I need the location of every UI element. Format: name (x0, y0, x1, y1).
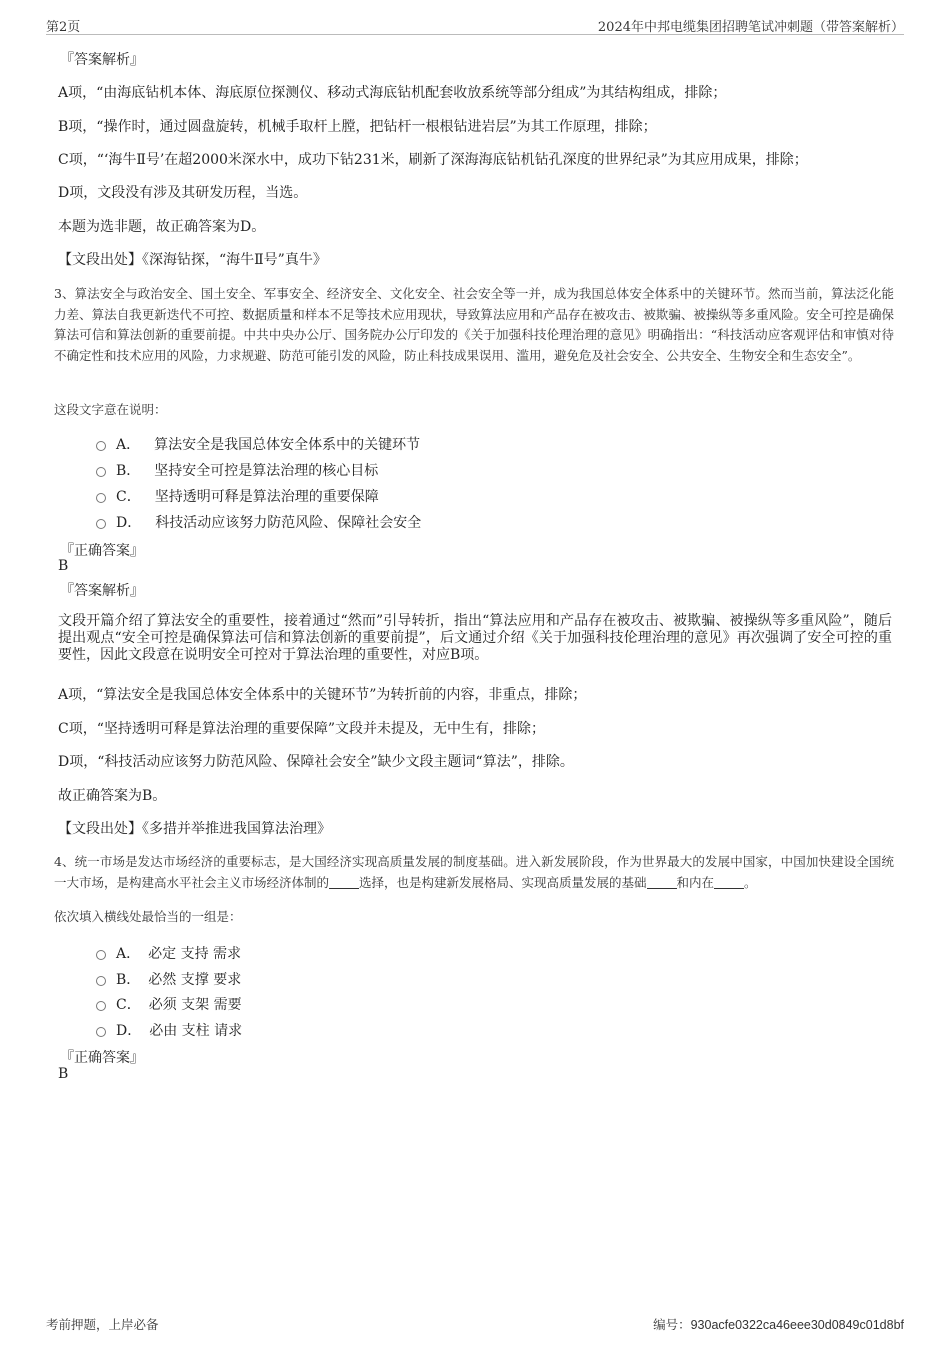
q4-question: 依次填入横线处最恰当的一组是： (54, 909, 242, 924)
q2-analysis-line: D项，文段没有涉及其研发历程，当选。 (58, 185, 308, 201)
q4-stem-part: 和内在 (676, 874, 715, 890)
q4-stem-part: 4、统一市场是发达市场经济的重要标志，是大国经济实现高质量发展的制度基础。进入新发展阶段，作为世界最大的发展中国家，中国加快建设全国统一大市场，是构建高水平社会主义市场经济体制的 (54, 854, 894, 890)
q4-answer: B (58, 1066, 69, 1082)
q4-stem (54, 852, 894, 893)
fill-blank (714, 876, 744, 889)
fill-blank (647, 876, 677, 889)
code-value: 930acfe0322ca46eee30d0849c01d8bf (690, 1318, 904, 1332)
q3-analysis-label: 『答案解析』 (60, 583, 144, 599)
radio-icon[interactable] (96, 976, 106, 986)
option-label: B． (116, 463, 141, 479)
option-label: A． (116, 437, 141, 453)
option-text: 必定 支持 需求 (148, 946, 242, 962)
q3-source: 【文段出处】《多措并举推进我国算法治理》 (58, 821, 331, 837)
option-text: 坚持安全可控是算法治理的核心目标 (154, 463, 379, 479)
q3-analysis-line: D项，“科技活动应该努力防范风险、保障社会安全”缺少文段主题词“算法”，排除。 (58, 754, 574, 770)
q2-analysis-line: C项，“‘海牛Ⅱ号’在超2000米深水中，成功下钻231米，刷新了深海海底钻机钻孔深度的世界纪录”为其应用成果，排除； (58, 152, 808, 168)
code-label: 编号： (653, 1317, 691, 1332)
option-text: 必须 支架 需要 (148, 997, 242, 1013)
option-label: D． (116, 1023, 142, 1039)
option-label: C． (116, 997, 141, 1013)
q3-option-a[interactable] (96, 434, 420, 454)
q4-option-a[interactable] (96, 943, 241, 963)
q4-stem-part: 选择，也是构建新发展格局、实现高质量发展的基础 (359, 874, 647, 890)
q3-option-b[interactable] (96, 460, 378, 480)
q4-stem-part: 。 (744, 874, 757, 890)
option-label: D． (116, 515, 142, 531)
q4-option-b[interactable] (96, 969, 241, 989)
radio-icon[interactable] (96, 441, 106, 451)
option-text: 坚持透明可释是算法治理的重要保障 (154, 489, 379, 505)
q3-analysis-line: A项，“算法安全是我国总体安全体系中的关键环节”为转折前的内容，非重点，排除； (58, 687, 587, 703)
q3-option-d[interactable] (96, 512, 421, 532)
radio-icon[interactable] (96, 493, 106, 503)
q3-option-c[interactable] (96, 486, 379, 506)
q3-stem: 3、算法安全与政治安全、国土安全、军事安全、经济安全、文化安全、社会安全等一并，成为我国总体安全体系中的关键环节。然而当前，算法泛化能力差、算法自我更新迭代不可控、数据质量和样本不足等技术应用现状，导致算法应用和产品存在被攻击、被欺骗、被操纵等多重风险。安全可控是确保算法可信和算法创新的重要前提。中共中央办公厅、国务院办公厅印发的《关于加强科技伦理治理的意见》明确指出：“科技活动应客观评估和审慎对待不确定性和技术应用的风险，力求规避、防范可能引发的风险，防止科技成果误用、滥用，避免危及社会安全、公共安全、生物安全和生态安全”。 (54, 286, 894, 363)
q2-conclusion: 本题为选非题，故正确答案为D。 (58, 219, 266, 235)
radio-icon[interactable] (96, 1027, 106, 1037)
q4-option-c[interactable] (96, 994, 242, 1014)
radio-icon[interactable] (96, 519, 106, 529)
footer-slogan: 考前押题，上岸必备 (46, 1317, 159, 1332)
q2-analysis-line: A项，“由海底钻机本体、海底原位探测仪、移动式海底钻机配套收放系统等部分组成”为其结构组成，排除； (58, 85, 727, 101)
radio-icon[interactable] (96, 1001, 106, 1011)
q2-source: 【文段出处】《深海钻探，“海牛Ⅱ号”真牛》 (58, 252, 327, 268)
q3-analysis-main: 文段开篇介绍了算法安全的重要性，接着通过“然而”引导转折，指出“算法应用和产品存在被攻击、被欺骗、被操纵等多重风险”，随后提出观点“安全可控是确保算法可信和算法创新的重要前提”，后文通过介绍《关于加强科技伦理治理的意见》再次强调了安全可控的重要性，因此文段意在说明安全可控对于算法治理的重要性，对应B项。 (58, 613, 892, 663)
q4-answer-label: 『正确答案』 (60, 1050, 144, 1066)
q3-answer-label: 『正确答案』 (60, 543, 144, 559)
option-label: A． (116, 946, 141, 962)
q4-option-d[interactable] (96, 1020, 242, 1040)
q2-analysis-line: B项，“操作时，通过圆盘旋转，机械手取杆上膛，把钻杆一根根钻进岩层”为其工作原理，排除； (58, 119, 657, 135)
radio-icon[interactable] (96, 950, 106, 960)
option-label: C． (116, 489, 141, 505)
q3-conclusion: 故正确答案为B。 (58, 788, 167, 804)
page-number: 第2页 (46, 20, 81, 35)
footer-code (653, 1315, 904, 1333)
option-text: 必然 支撑 要求 (148, 972, 242, 988)
option-text: 必由 支柱 请求 (149, 1023, 243, 1039)
q3-question: 这段文字意在说明： (54, 402, 167, 417)
fill-blank (329, 876, 359, 889)
option-text: 科技活动应该努力防范风险、保障社会安全 (155, 515, 422, 531)
option-text: 算法安全是我国总体安全体系中的关键环节 (154, 437, 421, 453)
option-label: B． (116, 972, 141, 988)
header-divider (46, 34, 904, 35)
document-title: 2024年中邦电缆集团招聘笔试冲刺题（带答案解析） (597, 20, 904, 35)
q3-analysis-line: C项，“坚持透明可释是算法治理的重要保障”文段并未提及，无中生有，排除； (58, 721, 546, 737)
q2-analysis-label: 『答案解析』 (60, 52, 144, 68)
q3-answer: B (58, 558, 69, 574)
radio-icon[interactable] (96, 467, 106, 477)
